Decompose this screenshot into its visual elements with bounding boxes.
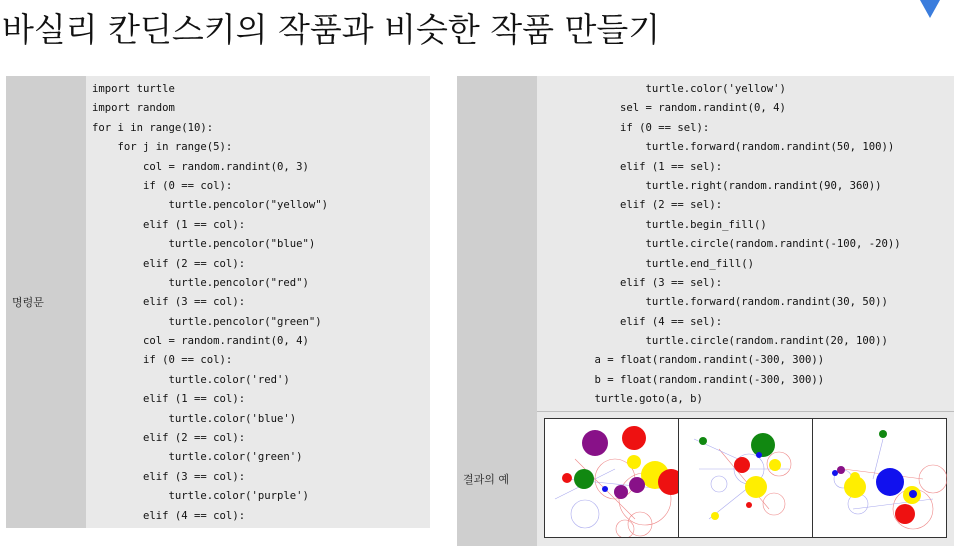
code-line: turtle.right(random.randint(90, 360))	[569, 179, 882, 192]
code-line: turtle.goto(a, b)	[569, 393, 703, 406]
arrow-down-icon	[920, 0, 940, 18]
green-circle-mark	[699, 437, 707, 445]
result-image-1	[545, 419, 678, 537]
code-line: for i in range(10):	[92, 121, 214, 134]
code-line: turtle.forward(random.randint(50, 100))	[569, 141, 895, 154]
code-panel-left	[6, 76, 430, 528]
code-line: elif (4 == col):	[92, 509, 246, 522]
code-line: elif (1 == sel):	[569, 160, 723, 173]
code-line: turtle.color('red')	[92, 373, 290, 386]
result-image-2	[679, 419, 812, 537]
result-image-3	[813, 419, 947, 537]
red-circle-mark	[622, 426, 646, 450]
code-line: turtle.pencolor("green")	[92, 315, 322, 328]
green-circle-mark	[751, 433, 775, 457]
code-line: turtle.circle(random.randint(20, 100))	[569, 335, 888, 348]
blue-circle-mark	[876, 468, 904, 496]
yellow-circle-mark	[844, 476, 866, 498]
blue-circle-mark	[909, 490, 917, 498]
code-line: import random	[92, 102, 175, 115]
code-line: turtle.color('purple')	[92, 490, 309, 503]
code-line: b = float(random.randint(-300, 300))	[569, 373, 825, 386]
code-line: turtle.pencolor("blue")	[92, 238, 316, 251]
red-circle-mark	[562, 473, 572, 483]
red-circle-mark	[895, 504, 915, 524]
code-line: turtle.color('yellow')	[569, 83, 786, 95]
page-title: 바실리 칸딘스키의 작품과 비슷한 작품 만들기	[2, 10, 661, 49]
code-line: elif (3 == col):	[92, 296, 246, 309]
code-line: import turtle	[92, 83, 175, 95]
red-circle-mark	[734, 457, 750, 473]
divider	[537, 411, 954, 412]
code-line: turtle.end_fill()	[569, 257, 754, 270]
code-line: elif (2 == sel):	[569, 199, 723, 212]
code-line: elif (4 == sel):	[569, 315, 723, 328]
code-line: if (0 == sel):	[569, 121, 710, 134]
green-circle-mark	[574, 469, 594, 489]
code-line: turtle.circle(random.randint(-100, -20))	[569, 238, 901, 251]
result-images	[544, 418, 947, 538]
code-line: col = random.randint(0, 3)	[92, 160, 309, 173]
purple-circle-mark	[614, 485, 628, 499]
green-circle-mark	[879, 430, 887, 438]
yellow-circle-mark	[711, 512, 719, 520]
code-line: turtle.color('green')	[92, 451, 303, 464]
code-line: a = float(random.randint(-300, 300))	[569, 354, 825, 367]
code-line: turtle.pencolor("red")	[92, 276, 309, 289]
code-panel-right	[457, 76, 954, 546]
code-line: elif (1 == col):	[92, 393, 246, 406]
purple-circle-mark	[582, 430, 608, 456]
blue-circle-mark	[602, 486, 608, 492]
code-line: if (0 == col):	[92, 354, 233, 367]
code-line: if (0 == col):	[92, 179, 233, 192]
code-line: turtle.forward(random.randint(30, 50))	[569, 296, 888, 309]
blue-circle-mark	[756, 452, 762, 458]
code-line: elif (3 == sel):	[569, 276, 723, 289]
red-circle-mark	[746, 502, 752, 508]
command-label: 명령문	[6, 76, 86, 528]
yellow-circle-mark	[627, 455, 641, 469]
yellow-circle-mark	[769, 459, 781, 471]
code-line: turtle.color('blue')	[92, 412, 297, 425]
code-line: for j in range(5):	[92, 141, 233, 154]
code-line: elif (2 == col):	[92, 257, 246, 270]
purple-circle-mark	[629, 477, 645, 493]
code-line: elif (2 == col):	[92, 432, 246, 445]
result-label: 결과의 예	[457, 412, 537, 546]
code-block-right	[569, 80, 901, 410]
code-line: elif (3 == col):	[92, 470, 246, 483]
side-label-blank	[457, 76, 537, 412]
code-line: sel = random.randint(0, 4)	[569, 102, 786, 115]
code-line: col = random.randint(0, 4)	[92, 335, 309, 348]
purple-circle-mark	[837, 466, 845, 474]
code-line: elif (1 == col):	[92, 218, 246, 231]
code-line: turtle.begin_fill()	[569, 218, 767, 231]
yellow-circle-mark	[745, 476, 767, 498]
code-block-left	[92, 80, 328, 526]
code-line: turtle.pencolor("yellow")	[92, 199, 328, 212]
blue-circle-mark	[832, 470, 838, 476]
